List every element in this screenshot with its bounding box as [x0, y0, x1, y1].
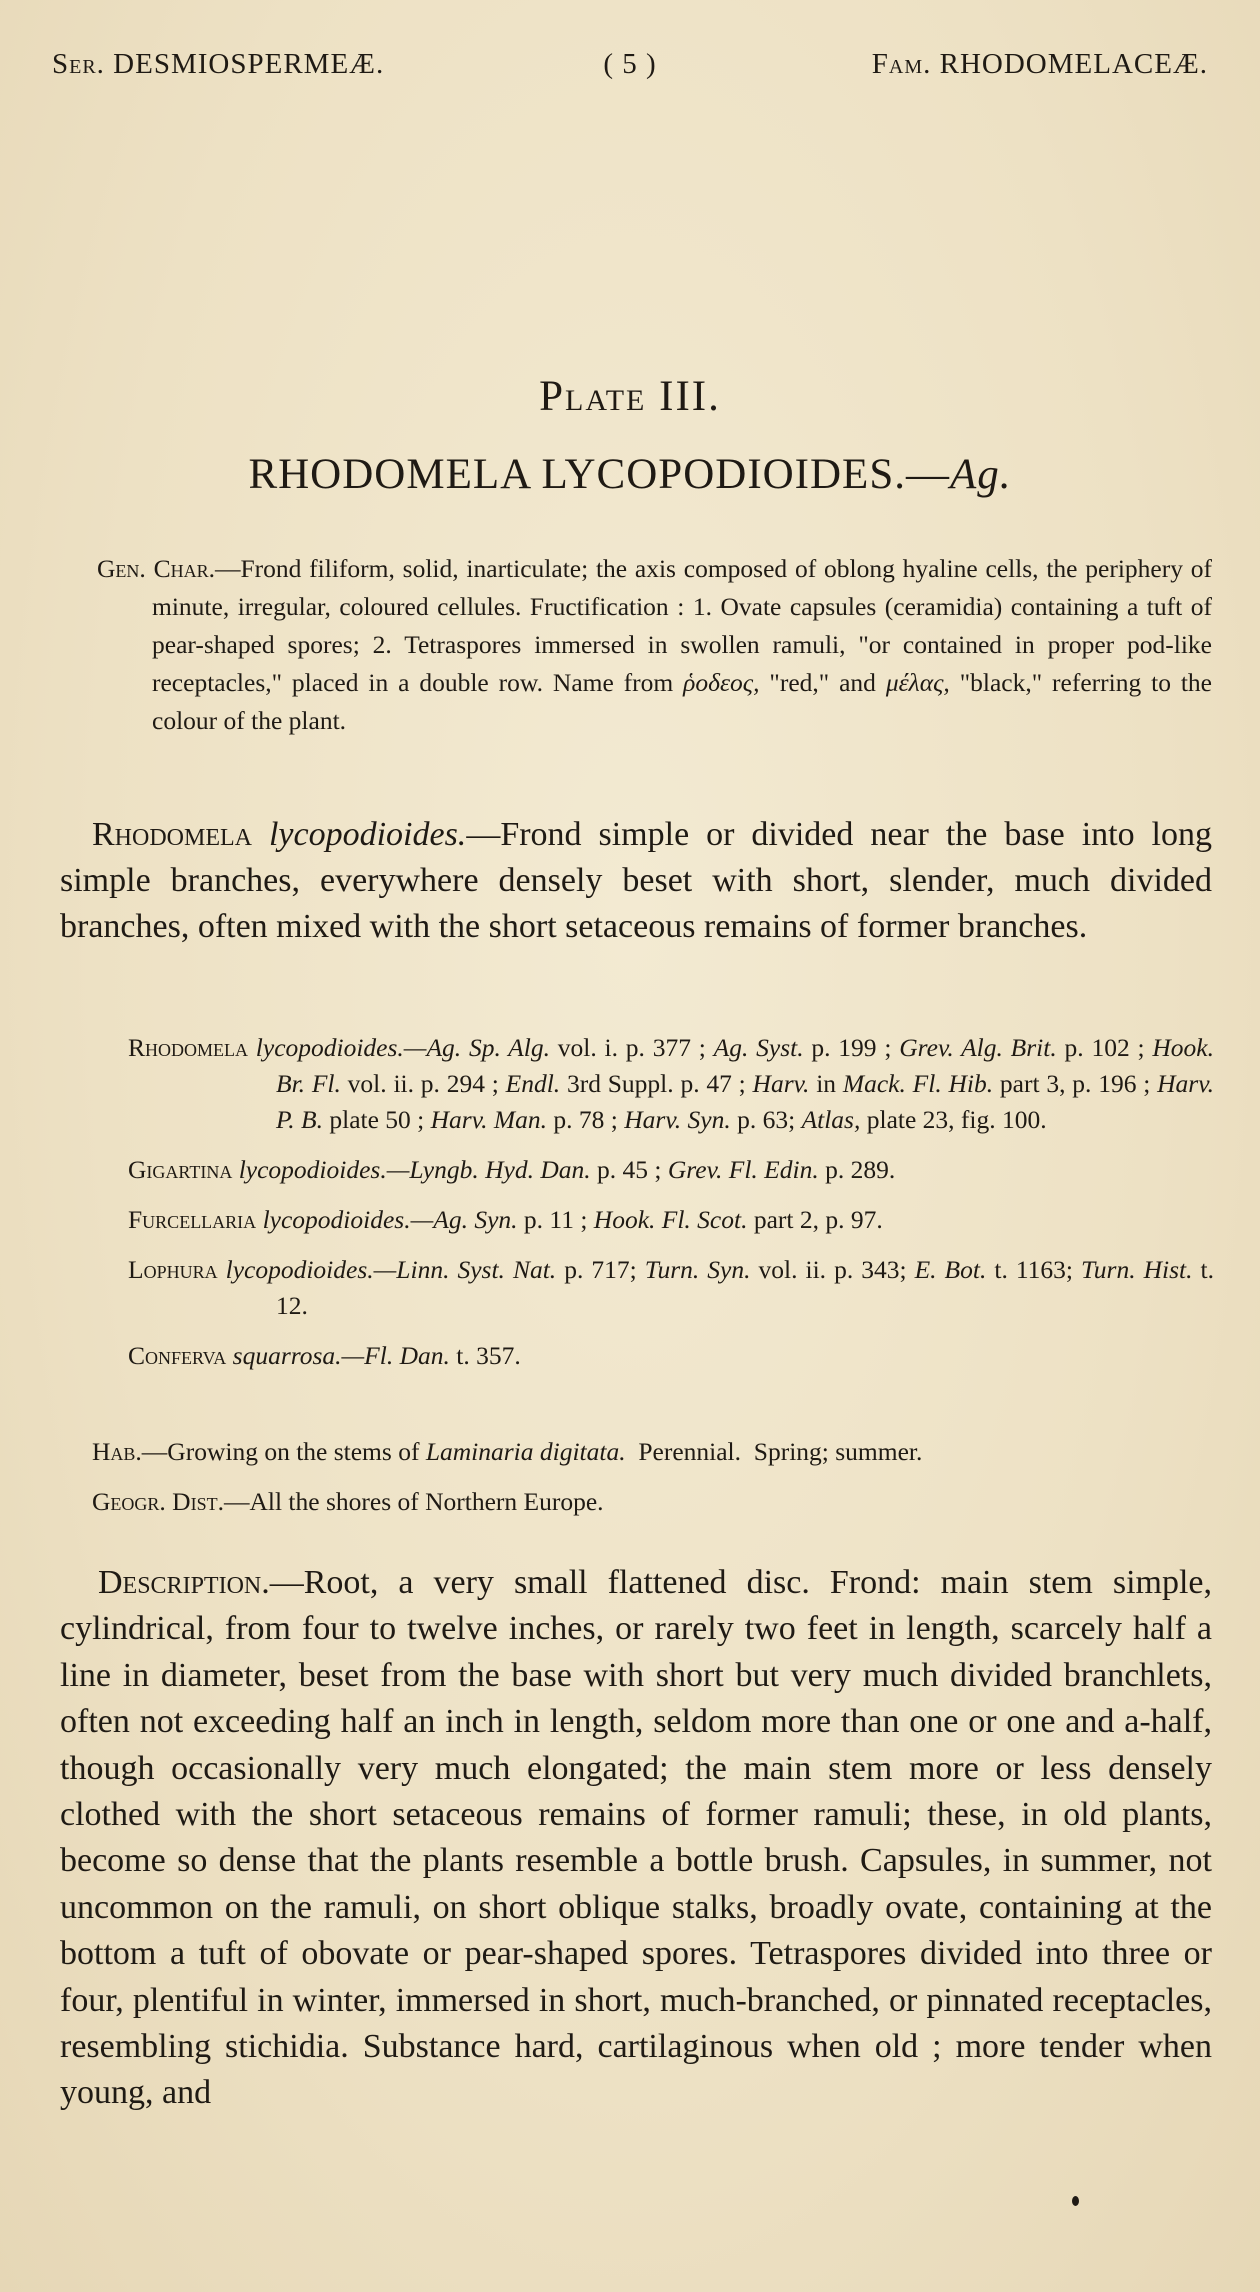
generic-character-text-2: "red," and — [759, 668, 886, 697]
generic-character-text-3: "black," referring to the colour of the plant. — [152, 668, 1213, 735]
synonym-entry — [128, 1202, 1214, 1238]
synonym-text: plate 23, fig. 100. — [860, 1105, 1047, 1134]
synonym-text: p. 102 ; — [1056, 1033, 1153, 1062]
synonym-ref: Ag. Syst. — [713, 1033, 804, 1062]
synonym-text: part 3, p. 196 ; — [993, 1069, 1158, 1098]
synonym-text: in — [809, 1069, 843, 1098]
synonym-entry — [128, 1338, 1214, 1374]
synonym-text: t. 357. — [449, 1341, 521, 1370]
species-title-author: Ag. — [950, 451, 1012, 498]
synonym-text: p. 199 ; — [803, 1033, 900, 1062]
greek-word-rhodeos: ῥοδεος, — [683, 668, 760, 697]
synonym-text: vol. ii. p. 294 ; — [340, 1069, 506, 1098]
page-number: ( 5 ) — [603, 48, 657, 80]
synonym-genus: Rhodomela — [128, 1033, 248, 1062]
synonym-text: p. 11 ; — [517, 1205, 594, 1234]
header-family: Fam. RHODOMELACEÆ. — [871, 48, 1208, 80]
synonym-text: p. 717; — [556, 1255, 645, 1284]
header-series: Ser. DESMIOSPERMEÆ. — [52, 48, 385, 80]
synonym-ref: Hook. Br. Fl. — [276, 1033, 1214, 1098]
synonym-ref: Grev. Fl. Edin. — [667, 1155, 819, 1184]
synonym-text: 3rd Suppl. p. 47 ; — [560, 1069, 753, 1098]
habitat-host: Laminaria digitata. — [425, 1437, 626, 1466]
species-description-text: —Frond simple or divided near the base into long simple branches, everywhere densely beset with short, slender, much divided branches, often mixed with the short setaceous remains of former branches. — [60, 816, 1212, 945]
synonym-ref: Turn. Hist. — [1081, 1255, 1193, 1284]
synonymy — [128, 1030, 1214, 1388]
synonym-genus: Lophura — [128, 1255, 218, 1284]
synonym-ref: Harv. Man. — [430, 1105, 548, 1134]
synonym-text: p. 289. — [818, 1155, 896, 1184]
species-title — [0, 450, 1260, 499]
description-text: —Root, a very small flattened disc. Frond: main stem simple, cylindrical, from four to twelve inches, or rarely two feet in length, scarcely half a line in diameter, beset from the base with short but very much divided branchlets, often not exceeding half an inch in length, seldom more than one or one and a-half, though occasionally very much elongated; the main stem more or less densely clothed with the short setaceous remains of former ramuli; these, in old plants, become so dense that the plants resemble a bottle brush. Capsules, in summer, not uncommon on the ramuli, on short oblique stalks, broadly ovate, containing at the bottom a tuft of obovate or pear-shaped spores. Tetraspores divided into three or four, plentiful in winter, immersed in short, much-branched, or pinnated receptacles, resembling stichidia. Substance hard, cartilaginous when old ; more tender when young, and — [60, 1564, 1212, 2112]
species-description — [60, 812, 1212, 950]
synonym-entry — [128, 1030, 1214, 1138]
greek-word-melas: μέλας, — [885, 668, 950, 697]
synonym-ref: Harv. — [752, 1069, 810, 1098]
generic-character — [97, 550, 1212, 740]
species-title-text: RHODOMELA LYCOPODIOIDES.— — [248, 451, 950, 498]
habitat-label: Hab. — [92, 1437, 142, 1466]
habitat-line — [92, 1434, 1214, 1470]
synonym-text: vol. i. p. 377 ; — [549, 1033, 714, 1062]
generic-character-text-1: —Frond filiform, solid, inarticulate; the axis composed of oblong hyaline cells, the periphery of minute, irregular, coloured cellules. Fructification : 1. Ovate capsules (ceramidia) containing a tuft of pear-shaped spores; 2. Tetraspores immersed in swollen ramuli, "or contained in proper pod-like receptacles," placed in a double row. Name from — [152, 554, 1213, 697]
description-label: Description. — [98, 1564, 270, 1601]
synonym-text: plate 50 ; — [323, 1105, 431, 1134]
synonym-ref: Endl. — [505, 1069, 561, 1098]
species-description-paragraph — [60, 812, 1212, 950]
habitat-season: Perennial. Spring; summer. — [625, 1437, 923, 1466]
synonym-genus: Gigartina — [128, 1155, 233, 1184]
synonym-ref: lycopodioides.—Ag. Sp. Alg. — [255, 1033, 550, 1062]
species-genus: Rhodomela — [92, 816, 252, 853]
synonym-ref: Turn. Syn. — [644, 1255, 751, 1284]
synonym-ref: lycopodioides.—Linn. Syst. Nat. — [225, 1255, 557, 1284]
synonym-ref: E. Bot. — [914, 1255, 987, 1284]
generic-character-paragraph — [97, 550, 1212, 740]
synonym-entry — [128, 1252, 1214, 1324]
habitat-text: —Growing on the stems of — [141, 1437, 426, 1466]
synonym-text: t. 1163; — [986, 1255, 1082, 1284]
synonym-ref: Atlas, — [801, 1105, 861, 1134]
habitat-section — [92, 1434, 1214, 1534]
synonym-ref: Harv. P. B. — [276, 1069, 1215, 1134]
ink-dot — [1072, 2196, 1079, 2206]
synonym-ref: lycopodioides.—Ag. Syn. — [262, 1205, 518, 1234]
species-epithet: lycopodioides. — [268, 816, 467, 853]
synonym-ref: Harv. Syn. — [624, 1105, 731, 1134]
distribution-line — [92, 1484, 1214, 1520]
description-section — [60, 1560, 1212, 2117]
synonym-text: p. 63; — [730, 1105, 802, 1134]
synonym-ref: Mack. Fl. Hib. — [842, 1069, 994, 1098]
synonym-text: p. 78 ; — [547, 1105, 625, 1134]
synonym-ref: Hook. Fl. Scot. — [593, 1205, 748, 1234]
synonym-genus: Conferva — [128, 1341, 227, 1370]
synonym-text: vol. ii. p. 343; — [750, 1255, 915, 1284]
synonym-text: part 2, p. 97. — [747, 1205, 883, 1234]
synonym-entry — [128, 1152, 1214, 1188]
description-paragraph — [60, 1560, 1212, 2117]
distribution-text: —All the shores of Northern Europe. — [223, 1487, 604, 1516]
synonym-text: p. 45 ; — [590, 1155, 668, 1184]
synonym-ref: lycopodioides.—Lyngb. Hyd. Dan. — [238, 1155, 591, 1184]
distribution-label: Geogr. Dist. — [92, 1487, 224, 1516]
synonym-ref: squarrosa.—Fl. Dan. — [232, 1341, 450, 1370]
generic-character-label: Gen. Char. — [97, 554, 215, 583]
plate-label: Plate III. — [539, 373, 721, 420]
synonym-text: t. 12. — [276, 1255, 1214, 1320]
running-header — [52, 48, 1208, 88]
synonym-ref: Grev. Alg. Brit. — [899, 1033, 1057, 1062]
synonym-genus: Furcellaria — [128, 1205, 257, 1234]
